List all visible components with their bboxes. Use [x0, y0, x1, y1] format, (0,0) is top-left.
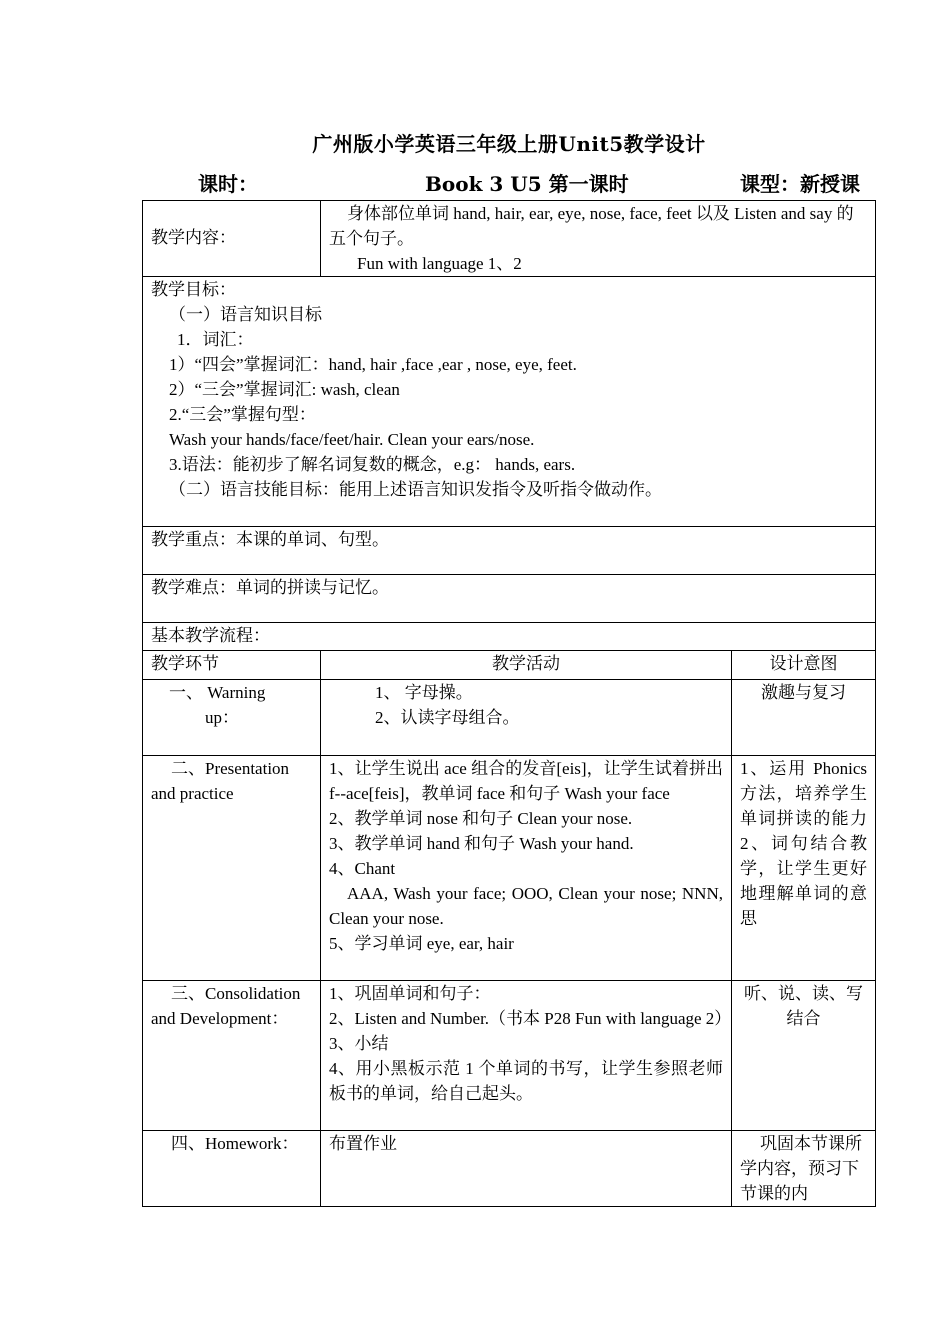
stage-row	[143, 981, 876, 1131]
purpose-cell: 1、运用 Phonics 方法，培养学生单词拼读的能力 2、词句结合教学，让学生更好地理解单词的意思	[732, 756, 876, 981]
stage-row	[143, 1131, 876, 1207]
activity-line: 2、Listen and Number.（书本 P28 Fun with language 2）	[329, 1009, 732, 1028]
lesson-value: Book 3 U5 第一课时	[425, 172, 629, 196]
lesson-label: 课时：	[198, 172, 258, 196]
activity-cell	[321, 756, 732, 981]
activity-line: 3、小结	[329, 1034, 389, 1053]
objectives-line: 3.语法：能初步了解名词复数的概念，e.g： hands, ears.	[169, 455, 576, 474]
header-row	[143, 651, 876, 680]
header-purpose: 设计意图	[732, 651, 876, 680]
activity-line: 1、巩固单词和句子：	[329, 984, 491, 1003]
content-row	[143, 201, 876, 277]
stage-name: 四、Homework：	[143, 1131, 321, 1207]
activity-cell	[321, 981, 732, 1131]
stage-row	[143, 756, 876, 981]
objectives-line: 2）“三会”掌握词汇: wash, clean	[169, 380, 400, 399]
process-label: 基本教学流程：	[143, 623, 876, 651]
stage-name: 一、 Warning	[169, 683, 266, 702]
objectives-cell	[143, 277, 876, 527]
stage-name: 三、Consolidation and Development：	[143, 981, 321, 1131]
stage-row	[143, 680, 876, 756]
activity-line: 2、认读字母组合。	[375, 708, 520, 727]
activity-line: 1、 字母操。	[375, 683, 473, 702]
stage-cell	[143, 680, 321, 756]
activity-line: 布置作业	[329, 1134, 397, 1153]
objectives-line: 1．词汇：	[177, 330, 254, 349]
difficulties-row	[143, 575, 876, 623]
objectives-line: 1）“四会”掌握词汇：hand, hair ,face ,ear , nose, eye, feet.	[169, 355, 577, 374]
activity-line: 3、教学单词 hand 和句子 Wash your hand.	[329, 834, 634, 853]
process-label-row	[143, 623, 876, 651]
content-cell	[321, 201, 876, 277]
content-line-2: Fun with language 1、2	[357, 254, 522, 273]
activity-line: AAA, Wash your face; OOO, Clean your nose; NNN, Clean your nose.	[329, 884, 723, 928]
header-stage: 教学环节	[143, 651, 321, 680]
type-label: 课型：	[740, 172, 800, 196]
lesson-plan-table	[142, 200, 876, 1207]
header-activity: 教学活动	[321, 651, 732, 680]
purpose-cell: 巩固本节课所学内容，预习下节课的内	[732, 1131, 876, 1207]
content-label: 教学内容：	[143, 201, 321, 277]
objectives-line: （一）语言知识目标	[169, 305, 322, 324]
activity-line: 1、让学生说出 ace 组合的发音[eis]，让学生试着拼出 f--ace[feis]，教单词 face 和句子 Wash your face	[329, 759, 723, 803]
type-value: 新授课	[800, 172, 860, 196]
purpose-cell: 听、说、读、写结合	[732, 981, 876, 1131]
activity-cell	[321, 680, 732, 756]
key-points: 教学重点：本课的单词、句型。	[143, 527, 876, 575]
activity-cell	[321, 1131, 732, 1207]
difficulties: 教学难点：单词的拼读与记忆。	[143, 575, 876, 623]
content-line-1: 身体部位单词 hand, hair, ear, eye, nose, face, feet 以及 Listen and say 的五个句子。	[329, 204, 854, 248]
objectives-line: Wash your hands/face/feet/hair. Clean your ears/nose.	[169, 430, 535, 449]
objectives-label: 教学目标：	[151, 280, 236, 299]
stage-name: 二、Presentation and practice	[143, 756, 321, 981]
purpose-cell: 激趣与复习	[732, 680, 876, 756]
objectives-row	[143, 277, 876, 527]
activity-line: 4、Chant	[329, 859, 396, 878]
stage-name-cont: up：	[205, 708, 239, 727]
activity-line: 2、教学单词 nose 和句子 Clean your nose.	[329, 809, 633, 828]
activity-line: 5、学习单词 eye, ear, hair	[329, 934, 514, 953]
objectives-line: （二）语言技能目标：能用上述语言知识发指令及听指令做动作。	[169, 480, 662, 499]
objectives-line: 2.“三会”掌握句型：	[169, 405, 316, 424]
activity-line: 4、用小黑板示范 1 个单词的书写，让学生参照老师板书的单词，给自己起头。	[329, 1059, 723, 1103]
document-title: 广州版小学英语三年级上册Unit5教学设计	[312, 132, 706, 156]
key-points-row	[143, 527, 876, 575]
